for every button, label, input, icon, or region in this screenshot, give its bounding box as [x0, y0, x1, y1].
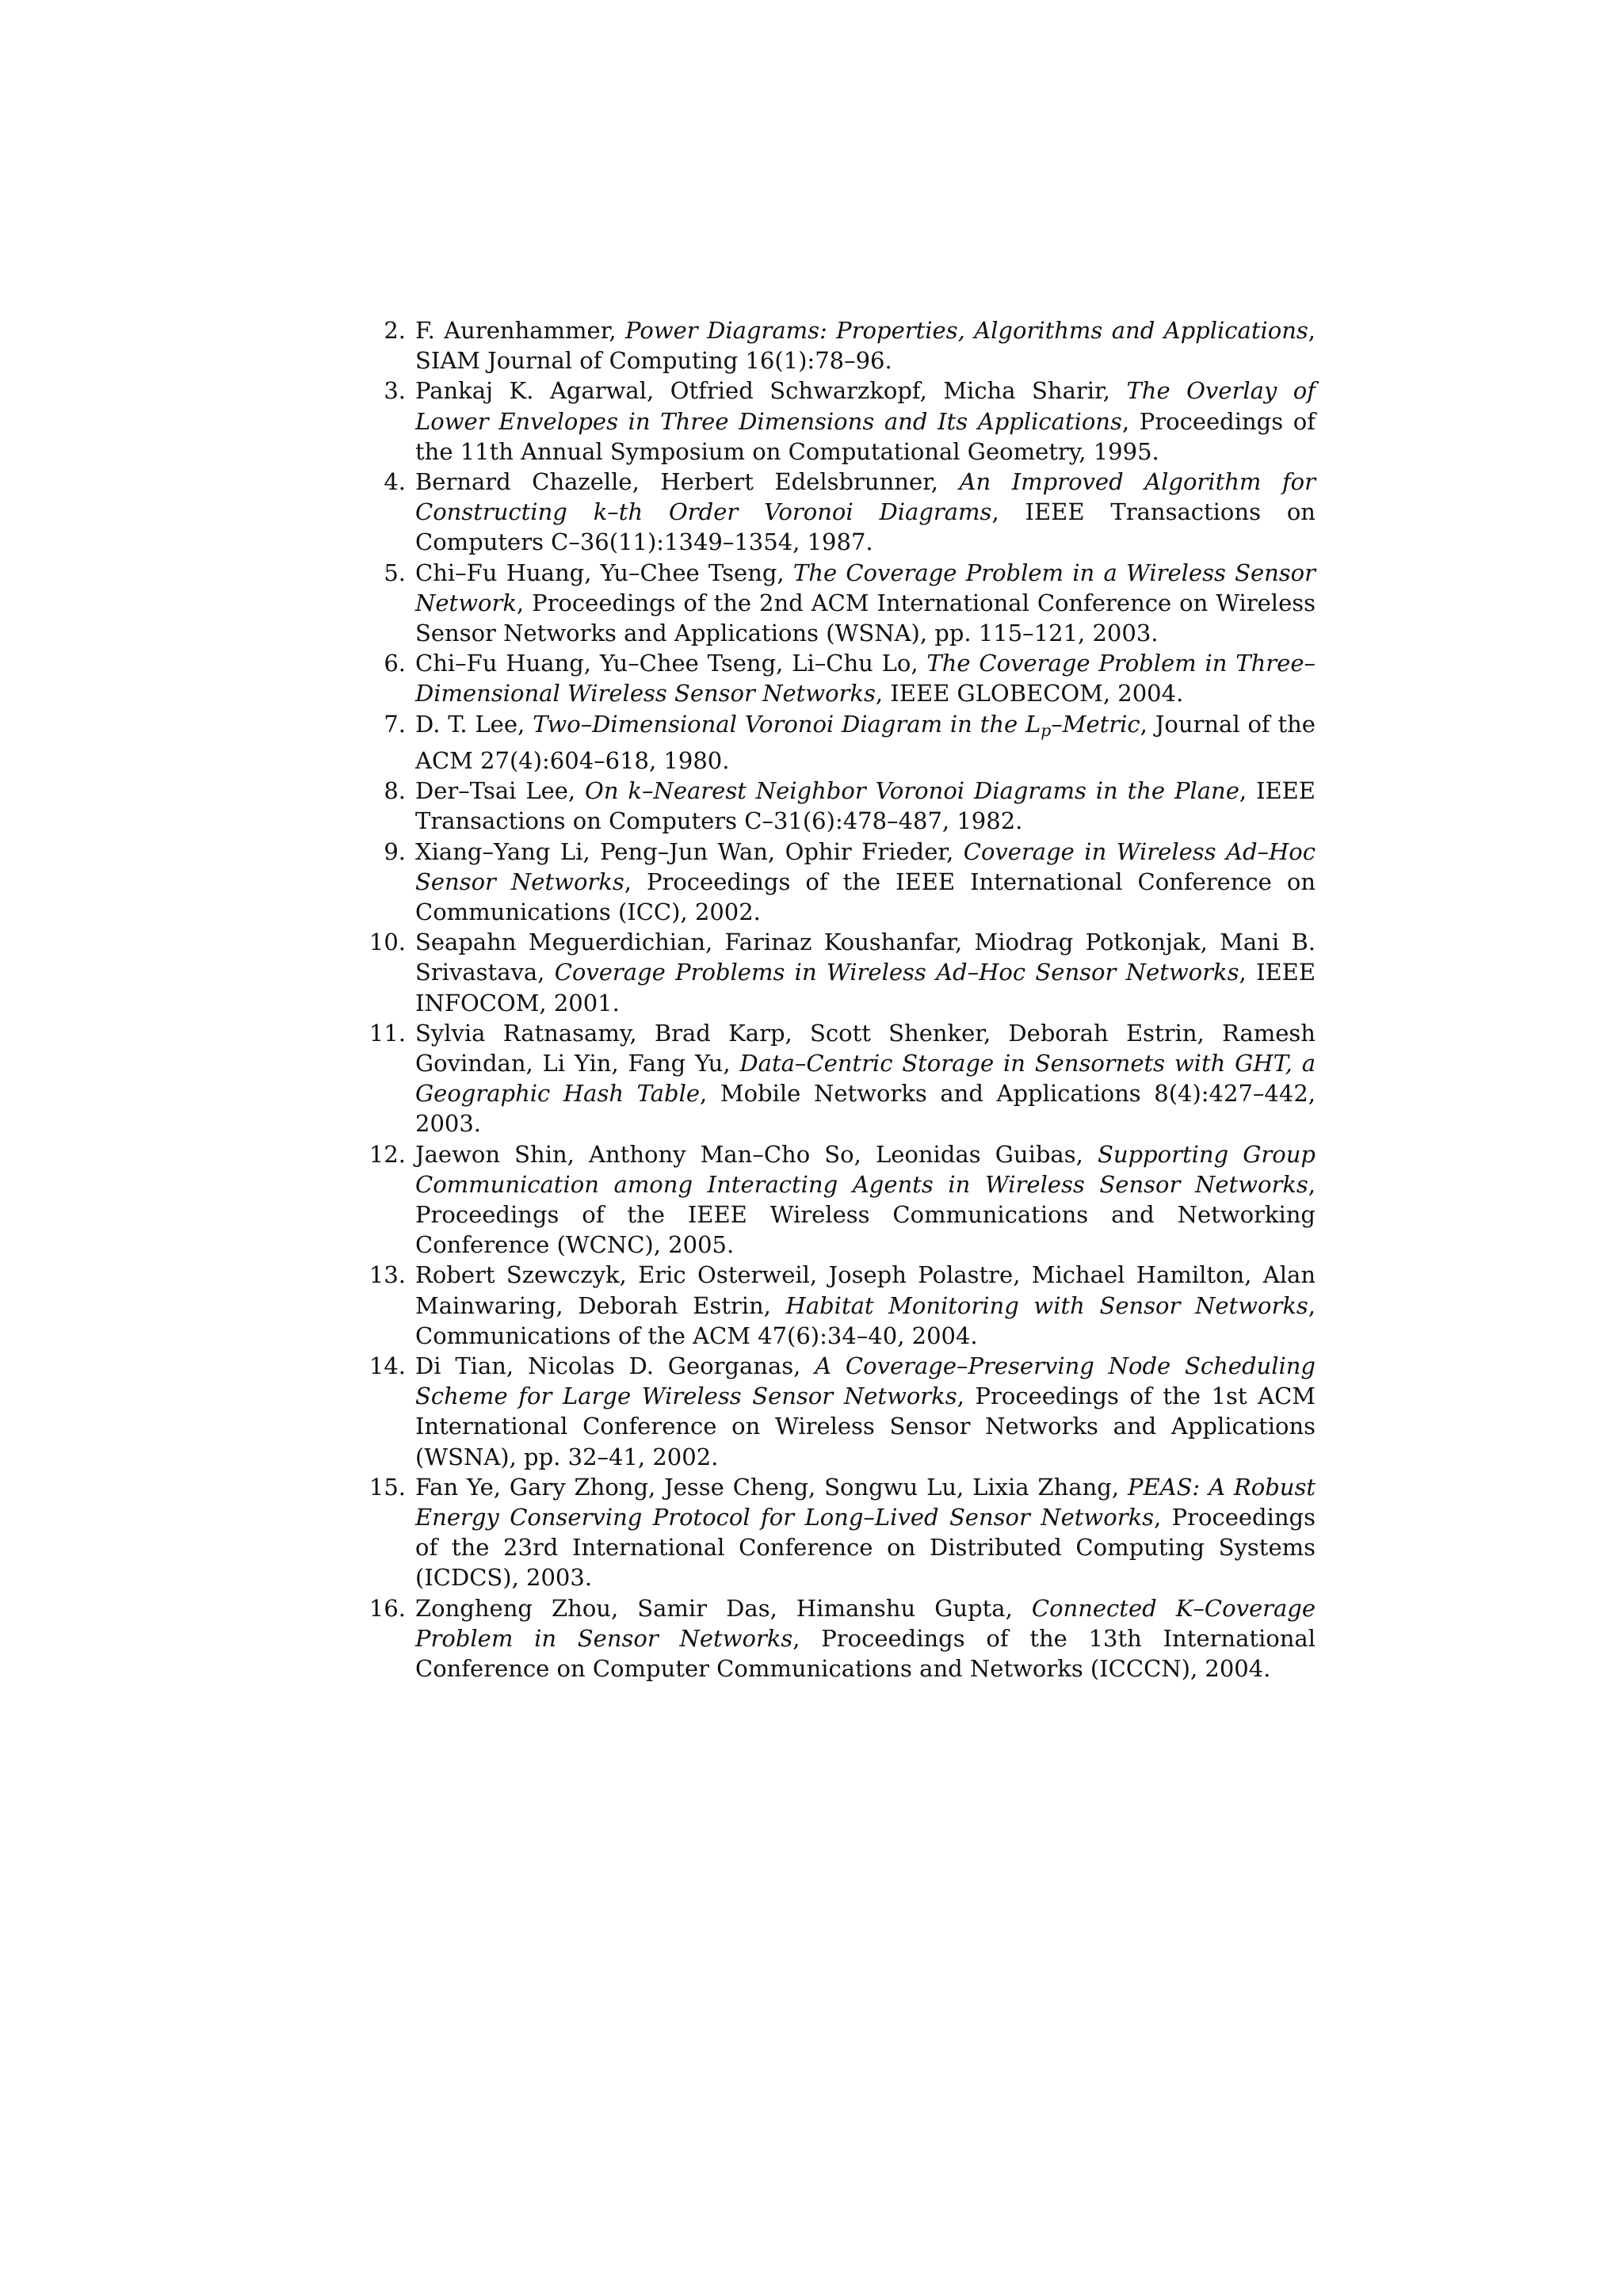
reference-item: [372, 315, 1316, 376]
reference-item: [369, 1018, 1316, 1139]
reference-venue: , IEEE INFOCOM, 2001.: [415, 959, 1316, 1016]
reference-venue: , Communications of the ACM 47(6):34–40, 2004.: [415, 1291, 1316, 1349]
reference-item: [369, 1472, 1316, 1593]
reference-venue: , IEEE GLOBECOM, 2004.: [875, 680, 1184, 707]
reference-title: The Coverage Problem in a Wireless Sensor Network: [415, 559, 1316, 616]
reference-title: PEAS: A Robust Energy Conserving Protocol for Long–Lived Sensor Networks: [415, 1473, 1316, 1531]
reference-title: The Coverage Problem in Three–Dimensional Wireless Sensor Networks: [415, 650, 1316, 707]
reference-title: On k–Nearest Neighbor Voronoi Diagrams in the Plane: [585, 777, 1239, 805]
reference-authors: Chi–Fu Huang, Yu–Chee Tseng, Li–Chu Lo,: [415, 650, 927, 677]
reference-item: [369, 1351, 1316, 1472]
reference-authors: Zongheng Zhou, Samir Das, Himanshu Gupta,: [415, 1594, 1032, 1622]
reference-authors: Chi–Fu Huang, Yu–Chee Tseng,: [415, 559, 793, 586]
reference-number: 12.: [369, 1140, 406, 1168]
reference-authors: Di Tian, Nicolas D. Georganas,: [415, 1352, 815, 1379]
reference-authors: Robert Szewczyk, Eric Osterweil, Joseph Polastre, Michael Hamilton, Alan Mainwaring, Deborah Estrin,: [415, 1261, 1316, 1319]
reference-item: [372, 467, 1316, 558]
reference-number: 9.: [384, 837, 406, 865]
reference-item: [372, 837, 1316, 928]
reference-venue: , Proceedings of the 2nd ACM International Conference on Wireless Sensor Networks and Applications (WSNA), pp. 115–121, 2003.: [415, 589, 1316, 647]
reference-venue: , Proceedings of the 1st ACM International Conference on Wireless Sensor Networks and Applications (WSNA), pp. 32–41, 2002.: [415, 1383, 1316, 1470]
reference-number: 14.: [369, 1352, 406, 1379]
reference-number: 10.: [369, 929, 406, 956]
reference-number: 7.: [384, 710, 406, 738]
reference-item: [372, 376, 1316, 467]
reference-venue: , Mobile Networks and Applications 8(4):427–442, 2003.: [415, 1080, 1316, 1138]
reference-title: A Coverage–Preserving Node Scheduling Scheme for Large Wireless Sensor Networks: [415, 1352, 1316, 1410]
reference-venue: , SIAM Journal of Computing 16(1):78–96.: [415, 317, 1316, 375]
reference-title: Connected K–Coverage Problem in Sensor Networks: [415, 1594, 1316, 1652]
reference-title-rest: –Metric: [1051, 710, 1140, 738]
reference-item: [372, 558, 1316, 649]
reference-number: 6.: [384, 650, 406, 677]
reference-title: [533, 711, 1140, 738]
reference-authors: Bernard Chazelle, Herbert Edelsbrunner,: [415, 468, 960, 496]
reference-number: 3.: [384, 377, 406, 405]
reference-title-subscript: p: [1041, 720, 1052, 740]
reference-number: 8.: [384, 777, 406, 805]
reference-authors: F. Aurenhammer,: [415, 317, 626, 344]
reference-venue: , IEEE Transactions on Computers C–31(6):478–487, 1982.: [415, 777, 1316, 835]
reference-venue: , IEEE Transactions on Computers C–36(11):1349–1354, 1987.: [415, 498, 1316, 556]
reference-title: Data–Centric Storage in Sensornets with GHT, a Geographic Hash Table: [415, 1049, 1316, 1108]
reference-number: 15.: [369, 1473, 406, 1501]
reference-title: Supporting Group Communication among Interacting Agents in Wireless Sensor Networks: [415, 1140, 1316, 1198]
reference-item: [369, 927, 1316, 1018]
reference-item: [372, 709, 1316, 776]
reference-authors: Seapahn Meguerdichian, Farinaz Koushanfar, Miodrag Potkonjak, Mani B. Srivastava,: [415, 929, 1316, 986]
reference-item: [372, 648, 1316, 708]
reference-venue: , Journal of the ACM 27(4):604–618, 1980.: [415, 710, 1316, 774]
reference-item: [369, 1593, 1316, 1684]
reference-title: Habitat Monitoring with Sensor Networks: [785, 1291, 1308, 1319]
reference-authors: D. T. Lee,: [415, 710, 533, 738]
reference-authors: Fan Ye, Gary Zhong, Jesse Cheng, Songwu Lu, Lixia Zhang,: [415, 1473, 1128, 1501]
reference-list: [369, 315, 1316, 1684]
reference-number: 13.: [369, 1261, 406, 1289]
reference-authors: Sylvia Ratnasamy, Brad Karp, Scott Shenker, Deborah Estrin, Ramesh Govindan, Li Yin, Fang Yu,: [415, 1019, 1316, 1077]
reference-number: 5.: [384, 559, 406, 586]
reference-venue: , Proceedings of the 23rd International Conference on Distributed Computing Systems (ICDCS), 2003.: [415, 1503, 1316, 1592]
reference-number: 2.: [384, 317, 406, 344]
reference-number: 16.: [369, 1594, 406, 1622]
reference-authors: Jaewon Shin, Anthony Man–Cho So, Leonidas Guibas,: [415, 1140, 1098, 1168]
reference-item: [372, 776, 1316, 836]
reference-item: [369, 1139, 1316, 1261]
reference-number: 4.: [384, 468, 406, 496]
reference-authors: Xiang–Yang Li, Peng–Jun Wan, Ophir Frieder,: [415, 837, 964, 865]
reference-title: Power Diagrams: Properties, Algorithms and Applications: [625, 317, 1308, 344]
reference-title: Coverage Problems in Wireless Ad–Hoc Sensor Networks: [554, 959, 1239, 986]
reference-authors: Pankaj K. Agarwal, Otfried Schwarzkopf, Micha Sharir,: [415, 377, 1127, 405]
reference-title-main: Two–Dimensional Voronoi Diagram in the L: [533, 710, 1041, 738]
reference-venue: , Proceedings of the IEEE International Conference on Communications (ICC), 2002.: [415, 868, 1316, 925]
reference-title: An Improved Algorithm for Constructing k–th Order Voronoi Diagrams: [415, 468, 1316, 526]
reference-venue: , Proceedings of the 11th Annual Symposium on Computational Geometry, 1995.: [415, 407, 1316, 465]
reference-number: 11.: [369, 1019, 406, 1047]
reference-title: Coverage in Wireless Ad–Hoc Sensor Networks: [415, 837, 1316, 895]
reference-venue: , Proceedings of the IEEE Wireless Communications and Networking Conference (WCNC), 2005.: [415, 1170, 1316, 1259]
reference-item: [369, 1260, 1316, 1351]
reference-venue: , Proceedings of the 13th International Conference on Computer Communications and Networks (ICCCN), 2004.: [415, 1624, 1316, 1682]
reference-authors: Der–Tsai Lee,: [415, 777, 586, 805]
reference-title: The Overlay of Lower Envelopes in Three Dimensions and Its Applications: [415, 377, 1316, 435]
